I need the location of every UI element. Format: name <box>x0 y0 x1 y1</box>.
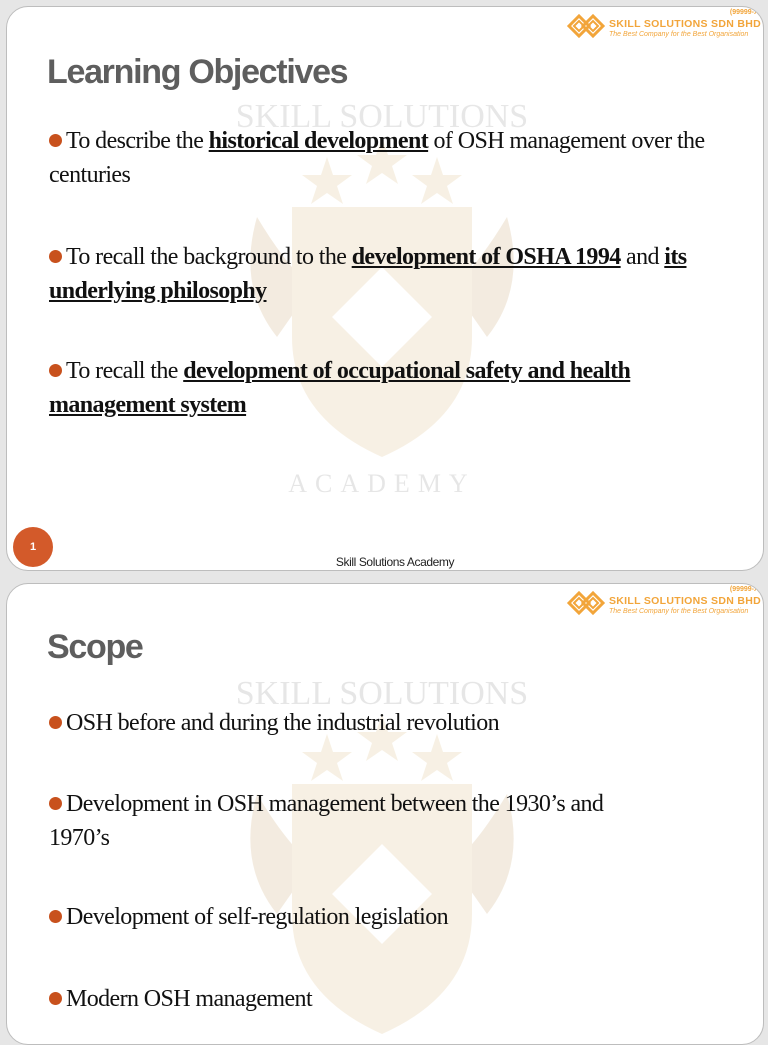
company-logo <box>565 9 764 45</box>
slide-footer: Skill Solutions Academy <box>335 555 455 569</box>
svg-text:SKILL SOLUTIONS: SKILL SOLUTIONS <box>235 98 529 135</box>
logo-company-name: SKILL SOLUTIONS SDN BHD <box>609 595 761 607</box>
objective-item: To recall the development of occupational safety and health management system <box>49 358 631 418</box>
knot-logo-icon <box>565 11 607 41</box>
page-number-badge: 1 <box>13 527 53 567</box>
bullet-dot-icon <box>49 797 62 810</box>
logo-reg-no: (99999-X) <box>729 9 761 16</box>
bullet-dot-icon <box>49 364 62 377</box>
svg-text:SKILL SOLUTIONS: SKILL SOLUTIONS <box>235 675 529 712</box>
bullet-dot-icon <box>49 910 62 923</box>
scope-item: Development in OSH management between the 1930’s and 1970’s <box>49 791 604 851</box>
slide-title: Scope <box>47 628 143 666</box>
slide-1 <box>6 6 764 571</box>
objective-item: To recall the background to the development of OSHA 1994 and its underlying philosophy <box>49 244 687 304</box>
bullet-dot-icon <box>49 716 62 729</box>
objective-item: To describe the historical development of OSH management over the centuries <box>49 128 705 188</box>
slide-2 <box>6 583 764 1045</box>
bullet-dot-icon <box>49 992 62 1005</box>
logo-slogan: The Best Company for the Best Organisation <box>609 608 749 615</box>
scope-item: Modern OSH management <box>49 982 729 1016</box>
company-logo <box>565 586 764 622</box>
knot-logo-icon <box>565 588 607 618</box>
scope-item: OSH before and during the industrial revolution <box>49 706 729 740</box>
logo-slogan: The Best Company for the Best Organisation <box>609 31 749 38</box>
logo-company-name: SKILL SOLUTIONS SDN BHD <box>609 18 761 30</box>
logo-reg-no: (99999-X) <box>729 586 761 593</box>
svg-text:ACADEMY: ACADEMY <box>288 469 476 498</box>
slide-title: Learning Objectives <box>47 53 348 91</box>
scope-item: Development of self-regulation legislation <box>49 900 729 934</box>
bullet-dot-icon <box>49 250 62 263</box>
bullet-dot-icon <box>49 134 62 147</box>
